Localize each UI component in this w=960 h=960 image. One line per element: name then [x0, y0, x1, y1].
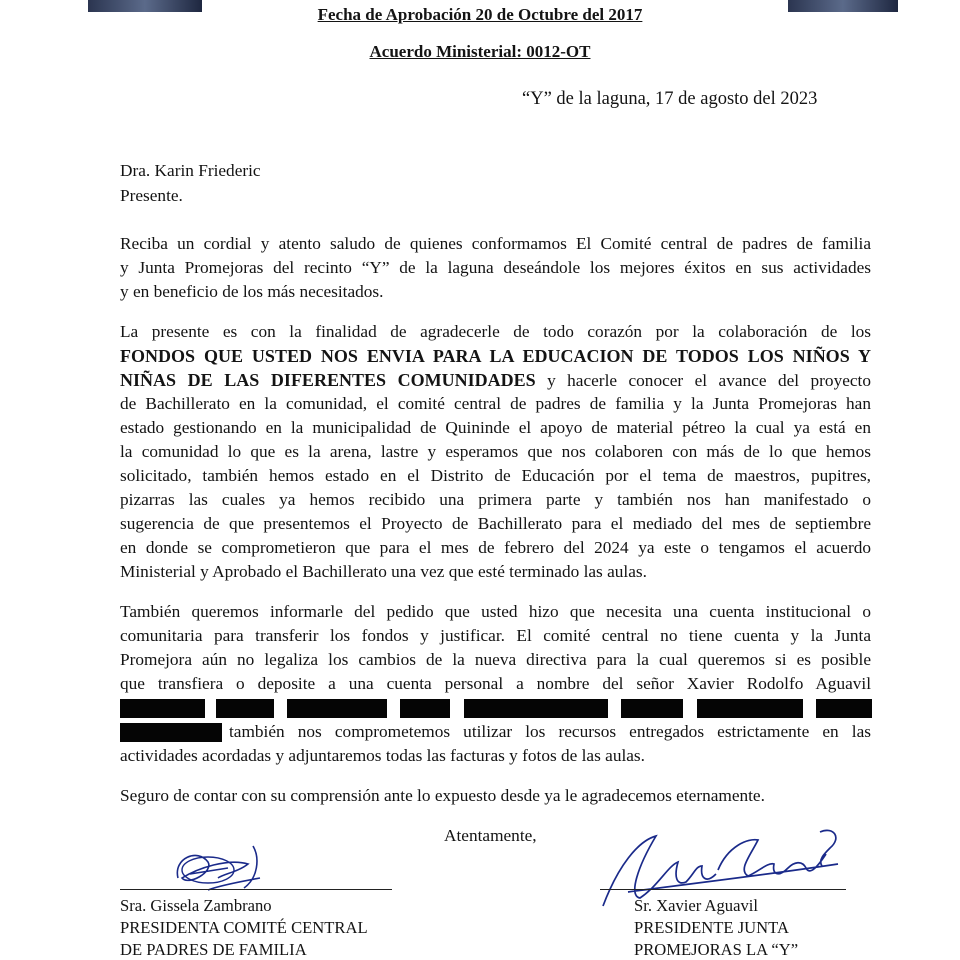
paragraph1-line: y Junta Promejoras del recinto “Y” de la laguna deseándole los mejores éxitos en sus actividades	[120, 258, 871, 277]
closing: Atentamente,	[444, 826, 537, 845]
paragraph2-line: La presente es con la finalidad de agradecerle de todo corazón por la colaboración de los	[120, 322, 871, 341]
redaction-bar	[621, 699, 683, 718]
paragraph3-line: comunitaria para transferir los fondos y justificar. El comité central no tiene cuenta y la Junta	[120, 626, 871, 645]
paragraph4: Seguro de contar con su comprensión ante lo expuesto desde ya le agradecemos eternamente.	[120, 786, 765, 805]
place-date: “Y” de la laguna, 17 de agosto del 2023	[522, 89, 818, 109]
right-signature-line	[600, 889, 846, 890]
redaction-bar	[464, 699, 608, 718]
right-signatory-title: PROMEJORAS LA “Y”	[634, 940, 799, 959]
paragraph3-line: también nos comprometemos utilizar los recursos entregados estrictamente en las	[229, 722, 871, 741]
paragraph2-bold-phrase: NIÑAS DE LAS DIFERENTES COMUNIDADES	[120, 370, 536, 390]
redaction-bar	[400, 699, 450, 718]
paragraph2-line: Ministerial y Aprobado el Bachillerato una vez que esté terminado las aulas.	[120, 562, 647, 581]
paragraph3-line: Promejora aún no legaliza los cambios de la nueva directiva para la cual queremos si es posible	[120, 650, 871, 669]
left-signatory-name: Sra. Gissela Zambrano	[120, 896, 272, 915]
paragraph3-line: actividades acordadas y adjuntaremos todas las facturas y fotos de las aulas.	[120, 746, 645, 765]
paragraph2-bold-line: FONDOS QUE USTED NOS ENVIA PARA LA EDUCACION DE TODOS LOS NIÑOS Y	[120, 346, 871, 366]
paragraph2-phrase: y hacerle conocer el avance del proyecto	[535, 371, 871, 390]
left-signatory-title: PRESIDENTA COMITÉ CENTRAL	[120, 918, 368, 937]
paragraph3-line: que transfiera o deposite a una cuenta personal a nombre del señor Xavier Rodolfo Aguavil	[120, 674, 871, 693]
recipient-name: Dra. Karin Friederic	[120, 161, 261, 180]
left-signatory-title: DE PADRES DE FAMILIA	[120, 940, 307, 959]
paragraph2-line: pizarras las cuales ya hemos recibido una primera parte y también nos han manifestado o	[120, 490, 871, 509]
redaction-bar	[816, 699, 872, 718]
paragraph2-line: estado gestionando en la municipalidad de Quininde el apoyo de material pétreo la cual ya está en	[120, 418, 871, 437]
paragraph2-line: en donde se comprometieron que para el mes de febrero del 2024 ya este o tengamos el acuerdo	[120, 538, 871, 557]
paragraph2-line	[120, 370, 871, 391]
approval-date-heading: Fecha de Aprobación 20 de Octubre del 2017	[317, 5, 643, 24]
redaction-bar	[216, 699, 274, 718]
paragraph3-line: También queremos informarle del pedido que usted hizo que necesita una cuenta institucional o	[120, 602, 871, 621]
right-signatory-name: Sr. Xavier Aguavil	[634, 896, 758, 915]
right-signatory-title: PRESIDENTE JUNTA	[634, 918, 789, 937]
paragraph2-line: solicitado, también hemos estado en el Distrito de Educación por el tema de maestros, pupitres,	[120, 466, 871, 485]
paragraph1-line: Reciba un cordial y atento saludo de quienes conformamos El Comité central de padres de familia	[120, 234, 871, 253]
left-signature	[168, 838, 268, 900]
paragraph2-line: la comunidad lo que es la arena, lastre y esperamos que nos colaboren con más de lo que hemos	[120, 442, 871, 461]
redaction-bar	[120, 699, 205, 718]
paragraph2-line: sugerencia de que presentemos el Proyecto de Bachillerato para el mediado del mes de septiembre	[120, 514, 871, 533]
salutation: Presente.	[120, 186, 183, 205]
left-signature-line	[120, 889, 392, 890]
redaction-bar	[120, 723, 222, 742]
ministerial-agreement-heading: Acuerdo Ministerial: 0012-OT	[369, 42, 591, 61]
redaction-bar	[697, 699, 803, 718]
paragraph1-line: y en beneficio de los más necesitados.	[120, 282, 384, 301]
redaction-bar	[287, 699, 387, 718]
paragraph2-line: de Bachillerato en la comunidad, el comité central de padres de familia y la Junta Promejoras han	[120, 394, 871, 413]
